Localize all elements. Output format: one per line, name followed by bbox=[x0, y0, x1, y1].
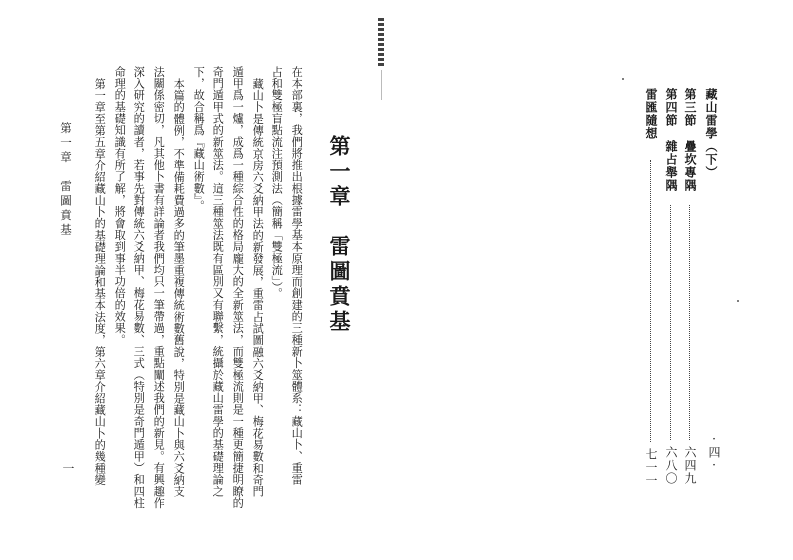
body-paragraph-line: 下，故合稱爲『藏山術數』。 bbox=[192, 66, 206, 212]
gutter-binding-mark bbox=[378, 18, 384, 68]
right-running-head: 藏山雷學（下） bbox=[704, 88, 718, 179]
body-paragraph-line: 法關係密切，凡其他卜書有詳論者我們均只一筆帶過，重點闡述我們的新見。有興趣作 bbox=[152, 66, 166, 509]
left-running-head: 第一章 雷圖賁基 bbox=[59, 122, 73, 238]
toc-entry-label: 雷匯隨想 bbox=[644, 88, 658, 140]
body-paragraph-line: 藏山卜是傳統京房六爻納甲法的新發展，重雷占試圖融六爻納甲、梅花易數和奇門 bbox=[251, 78, 265, 498]
toc-leader-dots bbox=[650, 160, 651, 442]
body-paragraph-line: 命理的基礎知識有所了解，將會取到事半功倍的效果。 bbox=[113, 66, 127, 346]
toc-leader-dots bbox=[670, 205, 671, 440]
toc-entry-page: 六八〇 bbox=[664, 446, 678, 485]
gutter-line bbox=[381, 70, 382, 100]
body-paragraph-line: 遁甲爲一爐，成爲一種綜合性的格局龐大的全新筮法，而雙極流則是一種更簡捷明瞭的 bbox=[231, 66, 245, 509]
body-paragraph-line: 占和雙極盲點流注預測法（簡稱「雙極流」）。 bbox=[270, 66, 284, 300]
toc-entry-label: 第三節 疊坎專隅 bbox=[683, 88, 697, 192]
toc-entry-page: 七一一 bbox=[644, 448, 658, 487]
body-paragraph-line: 本篇的體例，不準備耗費過多的筆墨重複傳統術數舊說，特別是藏山卜與六爻納支 bbox=[172, 78, 186, 498]
left-page-number: 一 bbox=[61, 462, 75, 474]
print-speck bbox=[622, 78, 624, 80]
toc-leader-dots bbox=[689, 205, 690, 440]
right-page-number: ·四· bbox=[707, 432, 721, 472]
body-paragraph-line: 在本部裏，我們將推出根據雷學基本原理而創建的三種新卜筮體系：藏山卜、重雷 bbox=[290, 66, 304, 486]
toc-entry-label: 第四節 雜占舉隅 bbox=[664, 88, 678, 192]
chapter-title: 第一章 雷圖賁基 bbox=[327, 135, 351, 335]
print-speck bbox=[737, 300, 739, 302]
body-paragraph-line: 深入研究的讀者，若事先對傳統六爻納甲、梅花易數、三式（特別是奇門遁甲）和四柱 bbox=[132, 66, 146, 509]
body-paragraph-line: 奇門遁甲式的新筮法。這三種筮法既有區別又有聯繫，統攝於藏山雷學的基礎理論之 bbox=[211, 66, 225, 498]
toc-entry-page: 六四九 bbox=[683, 446, 697, 485]
body-paragraph-line: 第一章至第五章介紹藏山卜的基礎理論和基本法度，第六章介紹藏山卜的幾種變 bbox=[93, 78, 107, 486]
